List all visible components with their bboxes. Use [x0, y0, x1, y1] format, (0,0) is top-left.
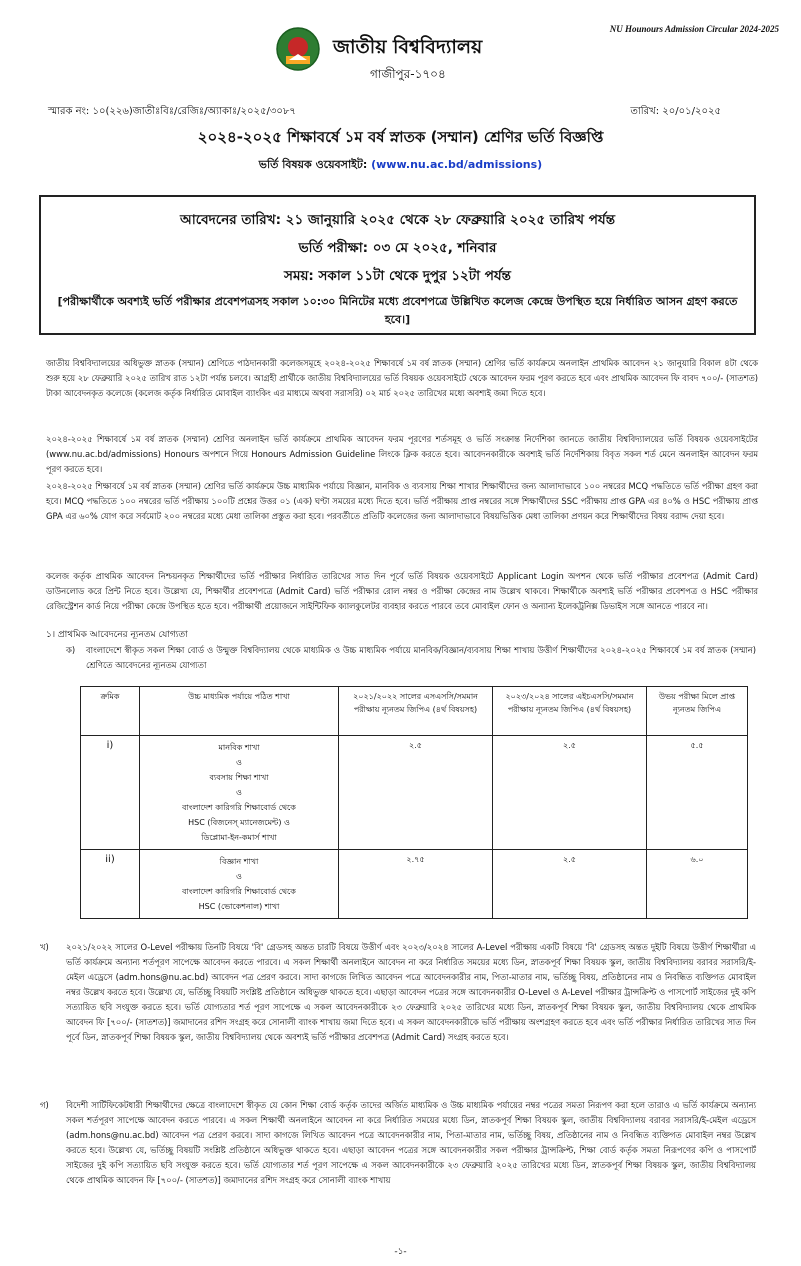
- branch-line: ও: [236, 758, 242, 767]
- sub-a-label: ক): [66, 645, 76, 655]
- website-label: ভর্তি বিষয়ক ওয়েবসাইট:: [258, 158, 368, 171]
- branch-line: ব্যবসায় শিক্ষা শাখা: [209, 773, 269, 782]
- sub-c-label: গ): [40, 1100, 49, 1110]
- table-row: [81, 850, 748, 919]
- page-title: ২০২৪-২০২৫ শিক্ষাবর্ষে ১ম বর্ষ স্নাতক (সম্মান) শ্রেণির ভর্তি বিজ্ঞপ্তি: [197, 128, 604, 146]
- eligibility-table: [80, 686, 748, 919]
- table-header: উভয় পরীক্ষা মিলে প্রাপ্ত ন্যূনতম জিপিএ: [647, 687, 748, 736]
- application-date: আবেদনের তারিখ: ২১ জানুয়ারি ২০২৫ থেকে ২৮ ফেব্রুয়ারি ২০২৫ তারিখ পর্যন্ত: [180, 212, 615, 228]
- total-gpa: ৫.৫: [647, 736, 748, 850]
- branch-line: বিজ্ঞান শাখা: [219, 857, 259, 866]
- branch-line: বাংলাদেশ কারিগরি শিক্ষাবোর্ড থেকে: [182, 803, 296, 812]
- row-number: i): [81, 736, 140, 850]
- paragraph-application: জাতীয় বিশ্ববিদ্যালয়ের অধিভুক্ত স্নাতক (সম্মান) শ্রেণিতে পাঠদানকারী কলেজসমূহে ২০২৪-২০২৫ শিক্ষাবর্ষে ১ম বর্ষ স্নাতক (সম্মান) শ্রেণির ভর্তি কার্যক্রমে অনলাইন প্রাথমিক আবেদন ২১ জানুয়ারি বিকাল ৪টা থেকে শুরু হয়ে ২৮ ফেব্রুয়ারি ২০২৫ তারিখ রাত ১২টা পর্যন্ত চলবে। আগ্রহী প্রার্থীকে জাতীয় বিশ্ববিদ্যালয়ের ভর্তি বিষয়ক ওয়েবসাইটে থেকে আবেদন ফরম পূরণ করতে হবে এবং প্রাথমিক আবেদন ফি বাবদ ৭০০/- (সাতশত) টাকা আবেদনকৃত কলেজে (কলেজ কর্তৃক নির্ধারিত মোবাইল ব্যাংকিং এর মাধ্যমে অথবা সরাসরি) ০২ মার্চ ২০২৫ তারিখের মধ্যে অবশ্যই জমা দিতে হবে।: [46, 358, 758, 398]
- branch-cell: [140, 850, 339, 919]
- ssc-gpa: ২.৭৫: [339, 850, 493, 919]
- key-dates-box: [39, 195, 756, 335]
- branch-cell: [140, 736, 339, 850]
- exam-time: সময়: সকাল ১১টা থেকে দুপুর ১২টা পর্যন্ত: [284, 268, 511, 284]
- sub-c-text: বিদেশী সার্টিফিকেটধারী শিক্ষার্থীদের ক্ষেত্রে বাংলাদেশে স্বীকৃত যে কোন শিক্ষা বোর্ড কর্তৃক তাদের অর্জিত মাধ্যমিক ও উচ্চ মাধ্যমিক পর্যায়ের নম্বর পত্রের সমতা নিরূপণ করা হলে তারাও এ ভর্তি কার্যক্রমে অন্যান্য সকল শর্তপূরণ সাপেক্ষে আবেদন করতে পারবে। এ সকল শিক্ষার্থী অনলাইনে আবেদন না করে নির্ধারিত সময়ের মধ্যে ডিন, স্নাতকপূর্ব শিক্ষা বিষয়ক স্কুল, জাতীয় বিশ্ববিদ্যালয় বরাবর সরাসরি/ই-মেইল এড্রেসে (adm.hons@nu.ac.bd) আবেদন পত্র প্রেরণ করবে। সাদা কাগজে লিখিত আবেদন পত্রে আবেদনকারীর নাম, পিতা-মাতার নাম, ভর্তিচ্ছু বিষয়, প্রতিষ্ঠানের নাম ও নিবন্ধিত ব্যক্তিগত মোবাইল নম্বর উল্লেখ করতে হবে। উল্লেখ্য যে, ভর্তিচ্ছু বিষয়টি সংশ্লিষ্ট প্রতিষ্ঠানে অধিভুক্ত থাকতে হবে। এছাড়া আবেদন পত্রের সঙ্গে আবেদনকারীর সকল পরীক্ষার ট্রান্সক্রিপ্ট, শিক্ষা বোর্ড কর্তৃক সমতা নিরূপণের কপি ও পাসপোর্ট সাইজের দুই কপি সত্যায়িত ছবি সংযুক্ত করতে হবে। ভর্তি যোগ্যতার শর্ত পূরণ সাপেক্ষে এ সকল আবেদনকারীকে ২৩ ফেব্রুয়ারি ২০২৫ তারিখের মধ্যে ডিন, স্নাতকপূর্ব শিক্ষা বিষয়ক স্কুল, জাতীয় বিশ্ববিদ্যালয় থেকে প্রাথমিক আবেদন ফি [৭০০/- (সাতশত)] জমাদানের রশিদ সংগ্রহ করে সোনালী ব্যাংক শাখায়: [66, 1100, 756, 1185]
- circular-date: তারিখ: ২০/০১/২০২৫: [630, 106, 721, 117]
- table-header: ২০২৩/২০২৪ সালের এইচএসসি/সমমান পরীক্ষায় ন্যূনতম জিপিএ (৪র্থ বিষয়সহ): [493, 687, 647, 736]
- hsc-gpa: ২.৫: [493, 850, 647, 919]
- total-gpa: ৬.০: [647, 850, 748, 919]
- branch-line: ও: [236, 788, 242, 797]
- university-name: জাতীয় বিশ্ববিদ্যালয়: [333, 36, 483, 58]
- table-header: ২০২১/২০২২ সালের এসএসসি/সমমান পরীক্ষায় ন্যূনতম জিপিএ (৪র্থ বিষয়সহ): [339, 687, 493, 736]
- branch-line: ও: [236, 872, 242, 881]
- ssc-gpa: ২.৫: [339, 736, 493, 850]
- paragraph-admit-card: কলেজ কর্তৃক প্রাথমিক আবেদন নিশ্চয়নকৃত শিক্ষার্থীদের ভর্তি পরীক্ষার নির্ধারিত তারিখের সাত দিন পূর্বে ভর্তি বিষয়ক ওয়েবসাইটে Applicant Login অপশন থেকে ভর্তি পরীক্ষার প্রবেশপত্র (Admit Card) ডাউনলোড করে প্রিন্ট নিতে হবে। উল্লেখ্য যে, শিক্ষার্থীর প্রবেশপত্রে (Admit Card) ভর্তি পরীক্ষার রোল নম্বর ও পরীক্ষা কেন্দ্রের নাম উল্লেখ থাকবে। শিক্ষার্থীকে অবশ্যই ভর্তি পরীক্ষার প্রবেশপত্র ও HSC পরীক্ষার রেজিস্ট্রেশন কার্ড নিয়ে পরীক্ষা কেন্দ্রে উপস্থিত হতে হবে। পরীক্ষার্থী প্রয়োজনে সাইন্টিফিক ক্যালকুলেটর ব্যবহার করতে পারবে তবে মোবাইল ফোন ও অন্যান্য ইলেকট্রনিক্স ডিভাইস সঙ্গে আনতে পারবে না।: [46, 571, 758, 611]
- paragraph-guideline: ২০২৪-২০২৫ শিক্ষাবর্ষে ১ম বর্ষ স্নাতক (সম্মান) শ্রেণির অনলাইন ভর্তি কার্যক্রমে প্রাথমিক আবেদন ফরম পূরণের শর্তসমূহ ও ভর্তি সংক্রান্ত নির্দেশিকা জানতে জাতীয় বিশ্ববিদ্যালয়ের ভর্তি বিষয়ক ওয়েবসাইটের (www.nu.ac.bd/admissions) Honours অপশনে গিয়ে Honours Admission Guideline লিংকে ক্লিক করতে হবে। আবেদনকারীকে অবশ্যই ভর্তি নির্দেশিকায় বিবৃত সকল শর্ত মেনে অনলাইন আবেদন ফরম পূরণ করতে হবে।: [46, 434, 758, 474]
- website-link[interactable]: (www.nu.ac.bd/admissions): [371, 158, 543, 171]
- table-row: [81, 736, 748, 850]
- table-header-row: [81, 687, 748, 736]
- table-header: উচ্চ মাধ্যমিক পর্যায়ে পঠিত শাখা: [140, 687, 339, 736]
- website-line: [0, 156, 801, 175]
- branch-line: বাংলাদেশ কারিগরি শিক্ষাবোর্ড থেকে: [182, 887, 296, 896]
- sub-a-text: বাংলাদেশে স্বীকৃত সকল শিক্ষা বোর্ড ও উন্মুক্ত বিশ্ববিদ্যালয় থেকে মাধ্যমিক ও উচ্চ মাধ্যমিক পর্যায়ে মানবিক/বিজ্ঞান/ব্যবসায় শিক্ষা শাখায় উত্তীর্ণ শিক্ষার্থীদের ২০২৪-২০২৫ শিক্ষাবর্ষে ১ম বর্ষ স্নাতক (সম্মান) শ্রেণিতে আবেদনের ন্যূনতম যোগ্যতা: [86, 645, 756, 670]
- branch-line: HSC (ভোকেশনাল) শাখা: [198, 902, 280, 911]
- exam-date: ভর্তি পরীক্ষা: ০৩ মে ২০২৫, শনিবার: [298, 240, 497, 256]
- university-logo-icon: [275, 26, 321, 72]
- branch-line: HSC (বিজনেস্ ম্যানেজমেন্ট) ও: [188, 818, 290, 827]
- hsc-gpa: ২.৫: [493, 736, 647, 850]
- branch-line: ডিপ্লোমা-ইন-কমার্স শাখা: [201, 833, 277, 842]
- university-location: গাজীপুর-১৭০৪: [370, 67, 446, 81]
- sub-b-label: খ): [40, 942, 49, 952]
- page-number: -১-: [394, 1247, 407, 1257]
- paragraph-exam-method: ২০২৪-২০২৫ শিক্ষাবর্ষে ১ম বর্ষ স্নাতক (সম্মান) শ্রেণির ভর্তি কার্যক্রমে উচ্চ মাধ্যমিক পর্যায়ে বিজ্ঞান, মানবিক ও ব্যবসায় শিক্ষা শাখার শিক্ষার্থীদের জন্য আলাদাভাবে ১০০ নম্বরের MCQ পদ্ধতিতে ভর্তি পরীক্ষা গ্রহণ করা হবে। MCQ পদ্ধতিতে ১০০ নম্বরের ভর্তি পরীক্ষায় ১০০টি প্রশ্নের উত্তর ০১ (এক) ঘণ্টা সময়ের মধ্যে দিতে হবে। ভর্তি পরীক্ষায় প্রাপ্ত নম্বরের সঙ্গে শিক্ষার্থীদের SSC পরীক্ষায় প্রাপ্ত GPA এর ৪০% ও HSC পরীক্ষায় প্রাপ্ত GPA এর ৬০% যোগ করে সর্বমোট ২০০ নম্বরের মধ্যে মেধা তালিকা প্রস্তুত করা হবে। পরবর্তীতে প্রতিটি কলেজের জন্য আলাদাভাবে বিষয়ভিত্তিক মেধা তালিকা প্রণয়ন করে শিক্ষার্থীদের বিষয় বরাদ্দ দেয়া হবে।: [46, 481, 758, 521]
- section-eligibility-title: ১। প্রাথমিক আবেদনের ন্যূনতম যোগ্যতা: [46, 630, 188, 640]
- exam-notice: [পরীক্ষার্থীকে অবশ্যই ভর্তি পরীক্ষার প্রবেশপত্রসহ সকাল ১০:৩০ মিনিটের মধ্যে প্রবেশপত্রে উল্লিখিত কলেজ কেন্দ্রে উপস্থিত হয়ে নির্ধারিত আসন গ্রহণ করতে হবে।]: [57, 295, 738, 326]
- circular-tag: NU Hounours Admission Circular 2024-2025: [609, 24, 779, 34]
- sub-b-text: ২০২১/২০২২ সালের O-Level পরীক্ষায় তিনটি বিষয়ে 'বি' গ্রেডসহ অন্তত চারটি বিষয়ে উত্তীর্ণ এবং ২০২৩/২০২৪ সালের A-Level পরীক্ষায় একটি বিষয়ে 'বি' গ্রেডসহ অন্তত দুইটি বিষয়ে উত্তীর্ণ শিক্ষার্থীরা এ ভর্তি কার্যক্রমে অন্যান্য শর্তপূরণ সাপেক্ষে আবেদন করতে পারবে। এ সকল শিক্ষার্থী অনলাইনে আবেদন না করে নির্ধারিত সময়ের মধ্যে ডিন, স্নাতকপূর্ব শিক্ষা বিষয়ক স্কুল, জাতীয় বিশ্ববিদ্যালয় বরাবর সরাসরি/ই-মেইল এড্রেসে (adm.hons@nu.ac.bd) আবেদন পত্র প্রেরণ করবে। সাদা কাগজে লিখিত আবেদন পত্রে আবেদনকারীর নাম, পিতা-মাতার নাম, ভর্তিচ্ছু বিষয়, প্রতিষ্ঠানের নাম ও নিবন্ধিত ব্যক্তিগত মোবাইল নম্বর উল্লেখ করতে হবে। উল্লেখ্য যে, ভর্তিচ্ছু বিষয়টি সংশ্লিষ্ট প্রতিষ্ঠানে অধিভুক্ত থাকতে হবে। এছাড়া আবেদন পত্রের সঙ্গে আবেদনকারীর O-Level ও A-Level পরীক্ষার ট্রান্সক্রিপ্ট ও পাসপোর্ট সাইজের দুই কপি সত্যায়িত ছবি সংযুক্ত করতে হবে। ভর্তি যোগ্যতার শর্ত পূরণ সাপেক্ষে এ সকল আবেদনকারীকে ২৩ ফেব্রুয়ারি ২০২৫ তারিখের মধ্যে ডিন, স্নাতকপূর্ব শিক্ষা বিষয়ক স্কুল, জাতীয় বিশ্ববিদ্যালয় থেকে প্রাথমিক আবেদন ফি [৭০০/- (সাতশত)] জমাদানের রশিদ সংগ্রহ করে সোনালী ব্যাংক শাখায় জমা দিতে হবে। এ সকল আবেদনকারীকে ভর্তি পরীক্ষায় অংশগ্রহণ করতে হবে এবং ভর্তি পরীক্ষার নির্ধারিত তারিখের সাত দিন পূর্বে ডিন, স্নাতকপূর্ব শিক্ষা বিষয়ক স্কুল, জাতীয় বিশ্ববিদ্যালয় থেকে অবশ্যই ভর্তি পরীক্ষার প্রবেশপত্র (Admit Card) সংগ্রহ করতে হবে।: [66, 942, 756, 1042]
- table-header: ক্রমিক: [81, 687, 140, 736]
- row-number: ii): [81, 850, 140, 919]
- memo-number: স্মারক নং: ১০(২২৬)জাতীঃবিঃ/রেজিঃ/অ্যাকাঃ/২০২৫/৩০৮৭: [48, 106, 296, 117]
- branch-line: মানবিক শাখা: [218, 743, 260, 752]
